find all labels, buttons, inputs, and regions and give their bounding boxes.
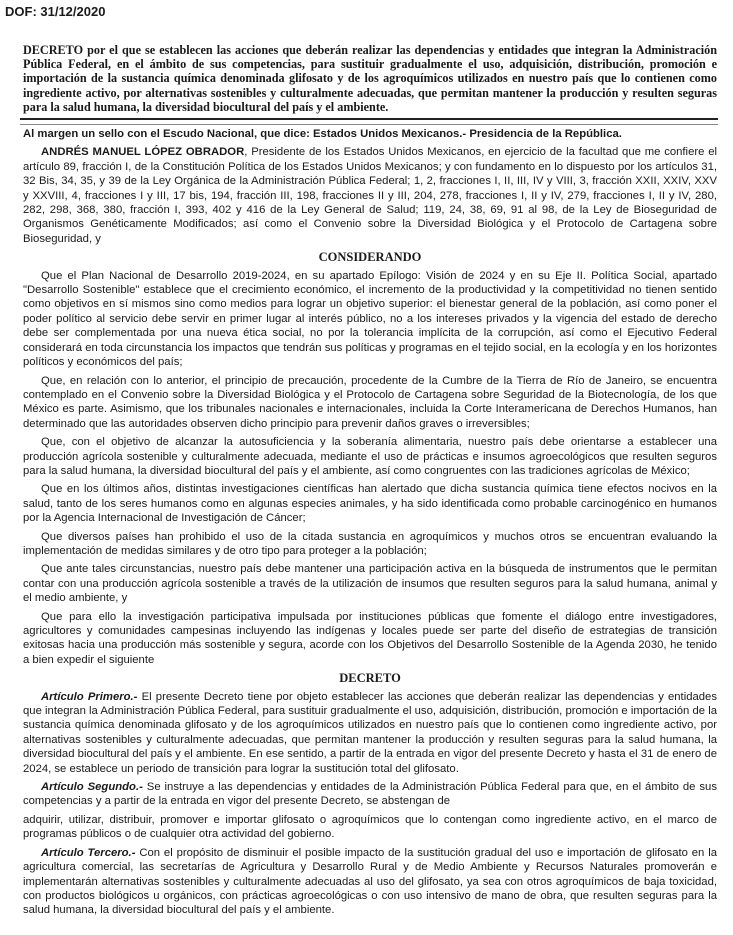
preamble-paragraph xyxy=(23,145,717,246)
decreto-heading: DECRETO xyxy=(339,671,401,686)
considerando-paragraph: Que en los últimos años, distintas investigaciones científicas han alertado que dicha sustancia química tiene efectos nocivos en la salud, tanto de los seres humanos como en algunas especies animales, y ha sido identificada como probable carcinogénico en humanos por la Agencia Internacional de Investigación de Cáncer; xyxy=(23,483,717,525)
title-divider-thin xyxy=(20,124,718,125)
considerando-heading: CONSIDERANDO xyxy=(318,250,422,265)
considerando-paragraph: Que el Plan Nacional de Desarrollo 2019-2024, en su apartado Epílogo: Visión de 2024 y en su Eje II. Política Social, apartado "Desarrollo Sostenible" establece que el crecimiento económico, el incremento de la productividad y la competitividad no tienen sentido como objetivos en sí mismos sino como medios para lograr un objetivo superior: el bienestar general de la población, así como poner el poder político al servicio debe servir en primer lugar al interés público, no a los intereses privados y la vigencia del estado de derecho debe ser complementada por una nueva ética social, no por la tolerancia implícita de la corrupción, así como el Ejecutivo Federal considerará en toda circunstancia los impactos que tendrán sus políticas y programas en el tejido social, en la ecología y en los horizontes políticos y económicos del país; xyxy=(23,269,717,369)
decree-title: DECRETO por el que se establecen las acciones que deberán realizar las dependencias y entidades que integran la Administración Pública Federal, en el ámbito de sus competencias, para sustituir gradualmente el uso, adquisición, distribución, promoción e importación de la sustancia química denominada glifosato y de los agroquímicos utilizados en nuestro país que lo contienen como ingrediente activo, por alternativas sostenibles y culturalmente adecuadas, que permitan mantener la producción y resulten seguras para la salud humana, la diversidad biocultural del país y el ambiente. xyxy=(23,43,717,114)
considerando-paragraph: Que para ello la investigación participativa impulsada por instituciones públicas que fomente el diálogo entre investigadores, agricultores y comunidades campesinas incluyendo las indígenas y locales puede ser parte del diseño de estrategias de transición exitosas hacia una producción más sostenible y segura, acorde con los Objetivos del Desarrollo Sostenible de la Agenda 2030, he tenido a bien expedir el siguiente xyxy=(23,610,717,666)
article-text: Se instruye a las dependencias y entidades de la Administración Pública Federal para que, en el ámbito de sus competencias y a partir de la entrada en vigor del presente Decreto, se abstengan de xyxy=(23,781,717,808)
title-divider xyxy=(20,118,718,120)
article-label: Artículo Tercero.- xyxy=(41,846,136,859)
document-body xyxy=(23,127,717,922)
article-text: El presente Decreto tiene por objeto establecer las acciones que deberán realizar las dependencias y entidades que integran la Administración Pública Federal, para sustituir gradualmente el uso, adquisición, distribución, promoción e importación de la sustancia química denominada glifosato y de los agroquímicos utilizados en nuestro país que lo contienen como ingrediente activo, por alternativas sostenibles y culturalmente adecuadas, que permitan mantener la producción y resulten seguras para la salud humana, la diversidad biocultural del país y el ambiente. En ese sentido, a partir de la entrada en vigor del presente Decreto y hasta el 31 de enero de 2024, se establece un periodo de transición para lograr la sustitución total del glifosato. xyxy=(23,690,717,775)
article-paragraph xyxy=(23,780,717,809)
preamble-text: , Presidente de los Estados Unidos Mexicanos, en ejercicio de la facultad que me confiere el artículo 89, fracción I, de la Constitución Política de los Estados Unidos Mexicanos; y con fundamento en lo dispuesto por los artículos 31, 32 Bis, 34, 35, y 39 de la Ley Orgánica de la Administración Pública Federal; 1, 2, fracciones I, II, III, IV y VIII, 3, fracción XXII, XXIV, XXV y XXVIII, 4, fracciones I y III, 17 bis, 194, fracción III, 198, fracciones II y III, 204, 278, fracciones I, II y IV, 279, fracciones I, II y IV, 280, 282, 298, 368, 380, fracción I, 393, 402 y 416 de la Ley General de Salud; 119, 24, 38, 69, 91 al 98, de la Ley de Bioseguridad de Organismos Genéticamente Modificados; así como el Convenio sobre la Diversidad Biológica y el Protocolo de Cartagena sobre Bioseguridad, y xyxy=(23,146,717,245)
considerando-paragraph: Que ante tales circunstancias, nuestro país debe mantener una participación activa en la búsqueda de instrumentos que le permitan contar con una producción agrícola sostenible a través de la utilización de insumos que resulten seguros para la salud humana, animal y el medio ambiente, y xyxy=(23,563,717,605)
article-text: Con el propósito de disminuir el posible impacto de la sustitución gradual del uso e importación de glifosato en la agricultura comercial, las secretarías de Agricultura y Desarrollo Rural y de Medio Ambiente y Recursos Naturales promoverán e implementarán alternativas sostenibles y culturalmente adecuadas al uso del glifosato, ya sea con otros agroquímicos de baja toxicidad, con productos biológicos u orgánicos, con prácticas agroecológicas o con uso intensivo de mano de obra, que resulten seguras para la salud humana, la diversidad biocultural del país y el ambiente. xyxy=(23,846,717,917)
article-paragraph xyxy=(23,690,717,776)
article-label: Artículo Segundo.- xyxy=(41,781,143,794)
seal-note: Al margen un sello con el Escudo Nacional, que dice: Estados Unidos Mexicanos.- Presidencia de la República. xyxy=(23,128,622,140)
article-label: Artículo Primero.- xyxy=(41,690,138,703)
dof-date-header: DOF: 31/12/2020 xyxy=(5,4,106,19)
article-continuation: adquirir, utilizar, distribuir, promover e importar glifosato o agroquímicos que lo contengan como ingrediente activo, en el marco de programas públicos o de cualquier otra actividad del gobierno. xyxy=(23,813,717,841)
article-paragraph xyxy=(23,846,717,918)
considerando-paragraph: Que, con el objetivo de alcanzar la autosuficiencia y la soberanía alimentaria, nuestro país debe orientarse a establecer una producción agrícola sostenible y culturalmente adecuada, mediante el uso de prácticas e insumos agroecológicos que resulten seguros para la salud humana, la diversidad biocultural del país y el ambiente, así como congruentes con las tradiciones agrícolas de México; xyxy=(23,436,717,477)
president-name: ANDRÉS MANUEL LÓPEZ OBRADOR xyxy=(41,146,245,159)
considerando-paragraph: Que diversos países han prohibido el uso de la citada sustancia en agroquímicos y muchos otros se encuentran evaluando la implementación de medidas similares y de otro tipo para proteger a la población; xyxy=(23,530,717,557)
considerando-paragraph: Que, en relación con lo anterior, el principio de precaución, procedente de la Cumbre de la Tierra de Río de Janeiro, se encuentra contemplado en el Convenio sobre la Diversidad Biológica y el Protocolo de Cartagena sobre Seguridad de la Biotecnología, de los que México es parte. Asimismo, que los tribunales nacionales e internacionales, incluida la Corte Interamericana de Derechos Humanos, han determinado que las autoridades observen dicho principio para prevenir daños graves o irreversibles; xyxy=(23,374,717,430)
